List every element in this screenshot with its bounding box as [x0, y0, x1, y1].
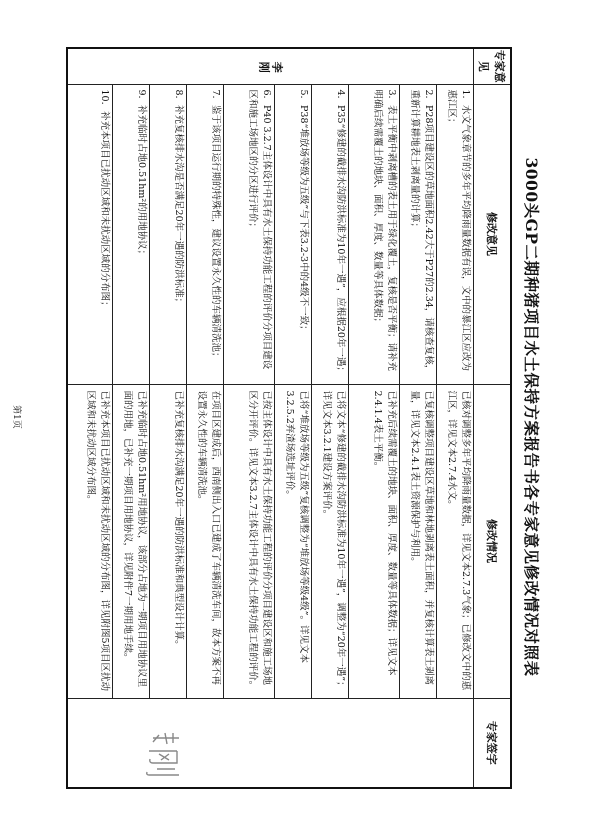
response-item-7: 在项目区建成后，西南侧出入口已建成了车辆清洗车间，故本方案不再设置永久性的车辆清洗池。 — [187, 384, 224, 698]
response-item-1: 已核对调整多年平均降雨量数据，详见文本2.7.3气象；已修改文中的惠江区，详见文本2.7.4水文。 — [437, 384, 474, 698]
response-item-6: 已按主体设计中具有水土保持功能工程的评价分项目建设区和施工场地区分开评价。详见文本3.2.7主体设计中具有水土保持功能工程的评价。 — [224, 384, 275, 698]
signature-cell — [67, 698, 474, 788]
table-row — [437, 48, 474, 788]
table-row — [224, 48, 275, 788]
table-row — [113, 48, 150, 788]
opinion-item-9: 9．补充临时占地0.51hm²的用地协议； — [113, 84, 150, 384]
table-row — [275, 48, 312, 788]
expert-name: 李刚 — [67, 48, 474, 84]
response-item-5: 已将“堆放场等级为五级”复核调整为“堆放场等级4级”。详见文本3.2.5.2弃渣场选址评价。 — [275, 384, 312, 698]
handwritten-signature — [143, 727, 183, 783]
table-row — [150, 48, 187, 788]
response-item-9: 已补充临时占地0.51hm²用地协议，该部分占地为一期项目用地协议里面的用地，已补充一期项目用地协议，详见附件7一期用地手续。 — [113, 384, 150, 698]
table-row — [312, 48, 349, 788]
comparison-table — [66, 47, 512, 789]
opinion-item-5: 5．P38“堆放场等级为五级”与下表3.2-3中的4级不一致； — [275, 84, 312, 384]
opinion-item-6: 6．P40 3.2.7主体设计中具有水土保持功能工程的评价分项目建设区和施工场地区的分区进行评价； — [224, 84, 275, 384]
header-expert-signature: 专家签字 — [474, 698, 512, 788]
opinion-item-8: 8．补充复核排水沟是否满足20年一遇的防洪标准； — [150, 84, 187, 384]
document-title: 3000头GP二期种猪项目水土保持方案报告书各专家意见修改情况对照表 — [522, 157, 541, 677]
header-modification-status: 修改情况 — [474, 384, 512, 698]
opinion-item-2: 2．P28项目建设区的草地面积2.42大于P27的2.34，请核查复核，重新计算耕地表土剥离量的计算； — [400, 84, 437, 384]
opinion-item-4: 4．P35“修建的截排水沟防洪标准为10年一遇”，应根据20年一遇； — [312, 84, 349, 384]
response-item-4: 已将文本“修建的截排水沟防洪标准为10年一遇”，调整为“20年一遇”；详见文本3.2.1建设方案评价。 — [312, 384, 349, 698]
page-number: 第1页 — [11, 405, 21, 429]
opinion-item-7: 7．鉴于该项目运行期的特殊性，建议设置永久性的车辆清洗池； — [187, 84, 224, 384]
table-row — [67, 48, 113, 788]
opinion-item-10: 10．补充本项目已扰动区域和未扰动区域的分布图； — [67, 84, 113, 384]
opinion-item-1: 1．水文气象章节的多年平均降雨量数据有误，文中的暴江区应改为惠江区； — [437, 84, 474, 384]
table-row — [349, 48, 400, 788]
response-item-8: 已补充复核排水沟满足20年一遇的防洪标准和典型设计计算。 — [150, 384, 187, 698]
response-item-3: 已补充后续需覆土的地块、面积、厚度、数量等具体数据；详见文本2.4.1.4表土平衡。 — [349, 384, 400, 698]
header-row — [474, 48, 512, 788]
header-modification-opinion: 修改意见 — [474, 84, 512, 384]
header-expert-opinion: 专家意见 — [474, 48, 512, 84]
table-row — [400, 48, 437, 788]
response-item-2: 已复核调整项目建设区草地和林地剥离表土面积，并复核计算表土剥离量，详见文本2.4.1表土资源保护与利用。 — [400, 384, 437, 698]
response-item-10: 已补充本项目已扰动区域和未扰动区域的分布图，详见附图5项目区扰动区域和未扰动区域分布图。 — [67, 384, 113, 698]
opinion-item-3: 3．表土平衡中剥离槽的表土用于绿化覆土，复核是否平衡；请补充明确后续需覆土的地块、面积、厚度、数量等具体数据； — [349, 84, 400, 384]
table-row — [187, 48, 224, 788]
